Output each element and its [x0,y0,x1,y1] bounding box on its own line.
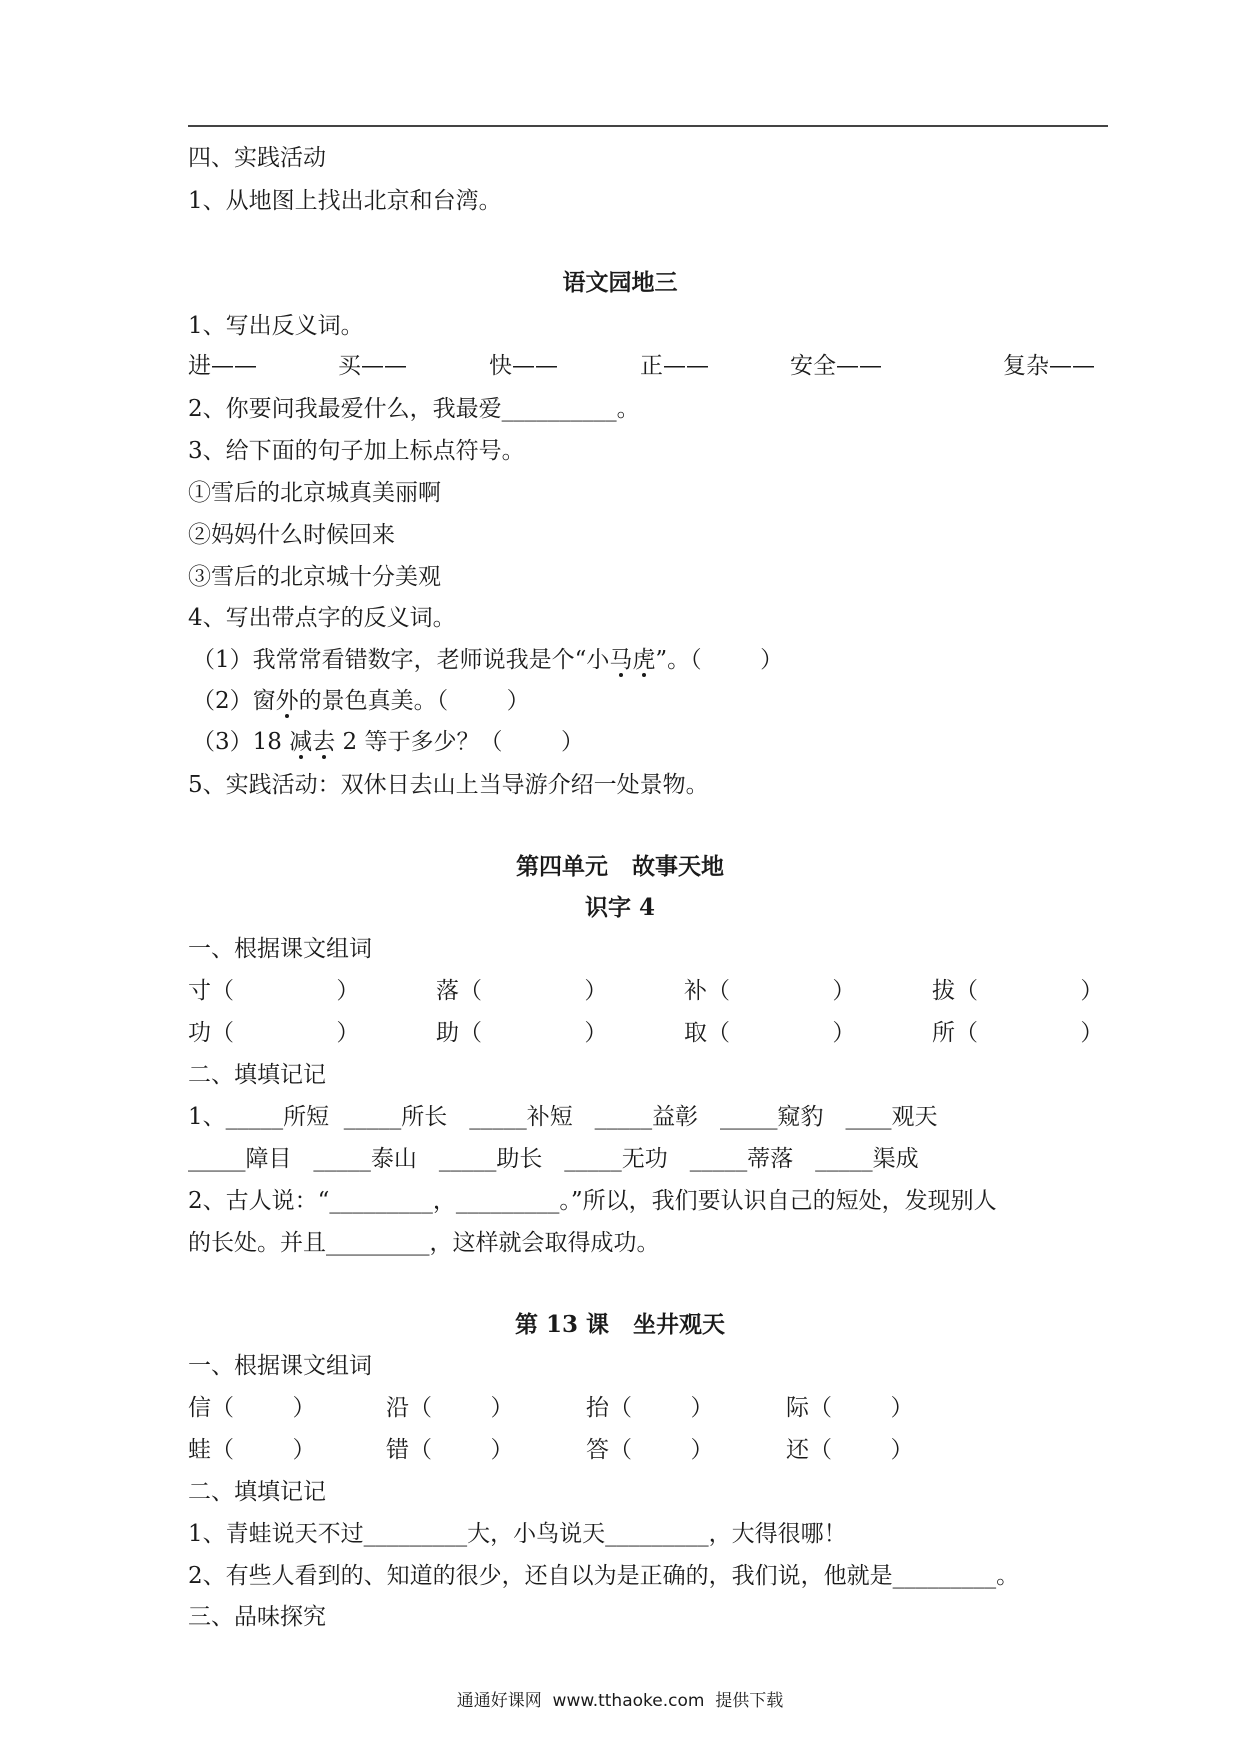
antonym-item: 买—— [338,353,407,379]
question: 1、写出反义词。 [188,313,364,339]
antonym-item: 复杂—— [1003,353,1095,379]
question: 3、给下面的句子加上标点符号。 [188,438,525,464]
page-footer: 通通好课网 www.tthaoke.com 提供下载 [456,1691,784,1711]
section-heading: 一、根据课文组词 [188,1353,372,1379]
word-item: 答（ ） [586,1437,714,1463]
fill-line: 1、青蛙说天不过_________大，小鸟说天_________，大得很哪！ [188,1521,847,1547]
word-item: 沿（ ） [386,1395,514,1421]
fill-line: _____障目 _____泰山 _____助长 _____无功 _____蒂落 _____渠成 [188,1146,919,1172]
word-item: 助（ ） [436,1020,608,1046]
word-item: 际（ ） [786,1395,914,1421]
section-heading: 二、填填记记 [188,1479,326,1505]
unit-title: 第四单元 故事天地 [515,853,725,880]
fill-line: 1、_____所短 _____所长 _____补短 _____益彰 _____窥豹 ____观天 [188,1104,938,1130]
word-item: 还（ ） [786,1437,914,1463]
sentence: ③雪后的北京城十分美观 [188,564,441,590]
sub-item: （3）18 减去 2 等于多少？（ ） [192,729,584,755]
section-heading: 二、填填记记 [188,1062,326,1088]
word-item: 蛙（ ） [188,1437,316,1463]
sentence: ①雪后的北京城真美丽啊 [188,480,441,506]
question: 1、从地图上找出北京和台湾。 [188,188,502,214]
antonym-item: 进—— [188,353,257,379]
fill-line: 2、古人说：“_________，_________。”所以，我们要认识自己的短处，发现别人 [188,1188,997,1214]
fill-line: 2、有些人看到的、知道的很少，还自以为是正确的，我们说，他就是_________。 [188,1563,1020,1589]
word-item: 拔（ ） [932,978,1104,1004]
lesson-title: 识字 4 [584,894,655,921]
antonym-item: 快—— [489,353,558,379]
section-heading: 三、品味探究 [188,1604,326,1630]
word-item: 所（ ） [932,1020,1104,1046]
word-item: 补（ ） [684,978,856,1004]
question: 4、写出带点字的反义词。 [188,605,456,631]
section-heading: 四、实践活动 [188,145,326,171]
sentence: ②妈妈什么时候回来 [188,522,395,548]
sub-item: （1）我常常看错数字，老师说我是个“小马虎”。（ ） [192,647,784,673]
question: 5、实践活动：双休日去山上当导游介绍一处景物。 [188,772,709,798]
section-heading: 一、根据课文组词 [188,936,372,962]
question: 2、你要问我最爱什么，我最爱__________。 [188,396,640,422]
antonym-item: 安全—— [790,353,882,379]
word-item: 取（ ） [684,1020,856,1046]
word-item: 错（ ） [386,1437,514,1463]
antonym-item: 正—— [640,353,709,379]
top-rule [188,125,1108,127]
section-title: 语文园地三 [562,269,678,296]
word-item: 落（ ） [436,978,608,1004]
word-item: 信（ ） [188,1395,316,1421]
word-item: 寸（ ） [188,978,360,1004]
lesson-title: 第 13 课 坐井观天 [514,1311,726,1338]
fill-line: 的长处。并且_________，这样就会取得成功。 [188,1230,660,1256]
word-item: 功（ ） [188,1020,360,1046]
sub-item: （2）窗外的景色真美。（ ） [192,688,530,714]
word-item: 抬（ ） [586,1395,714,1421]
